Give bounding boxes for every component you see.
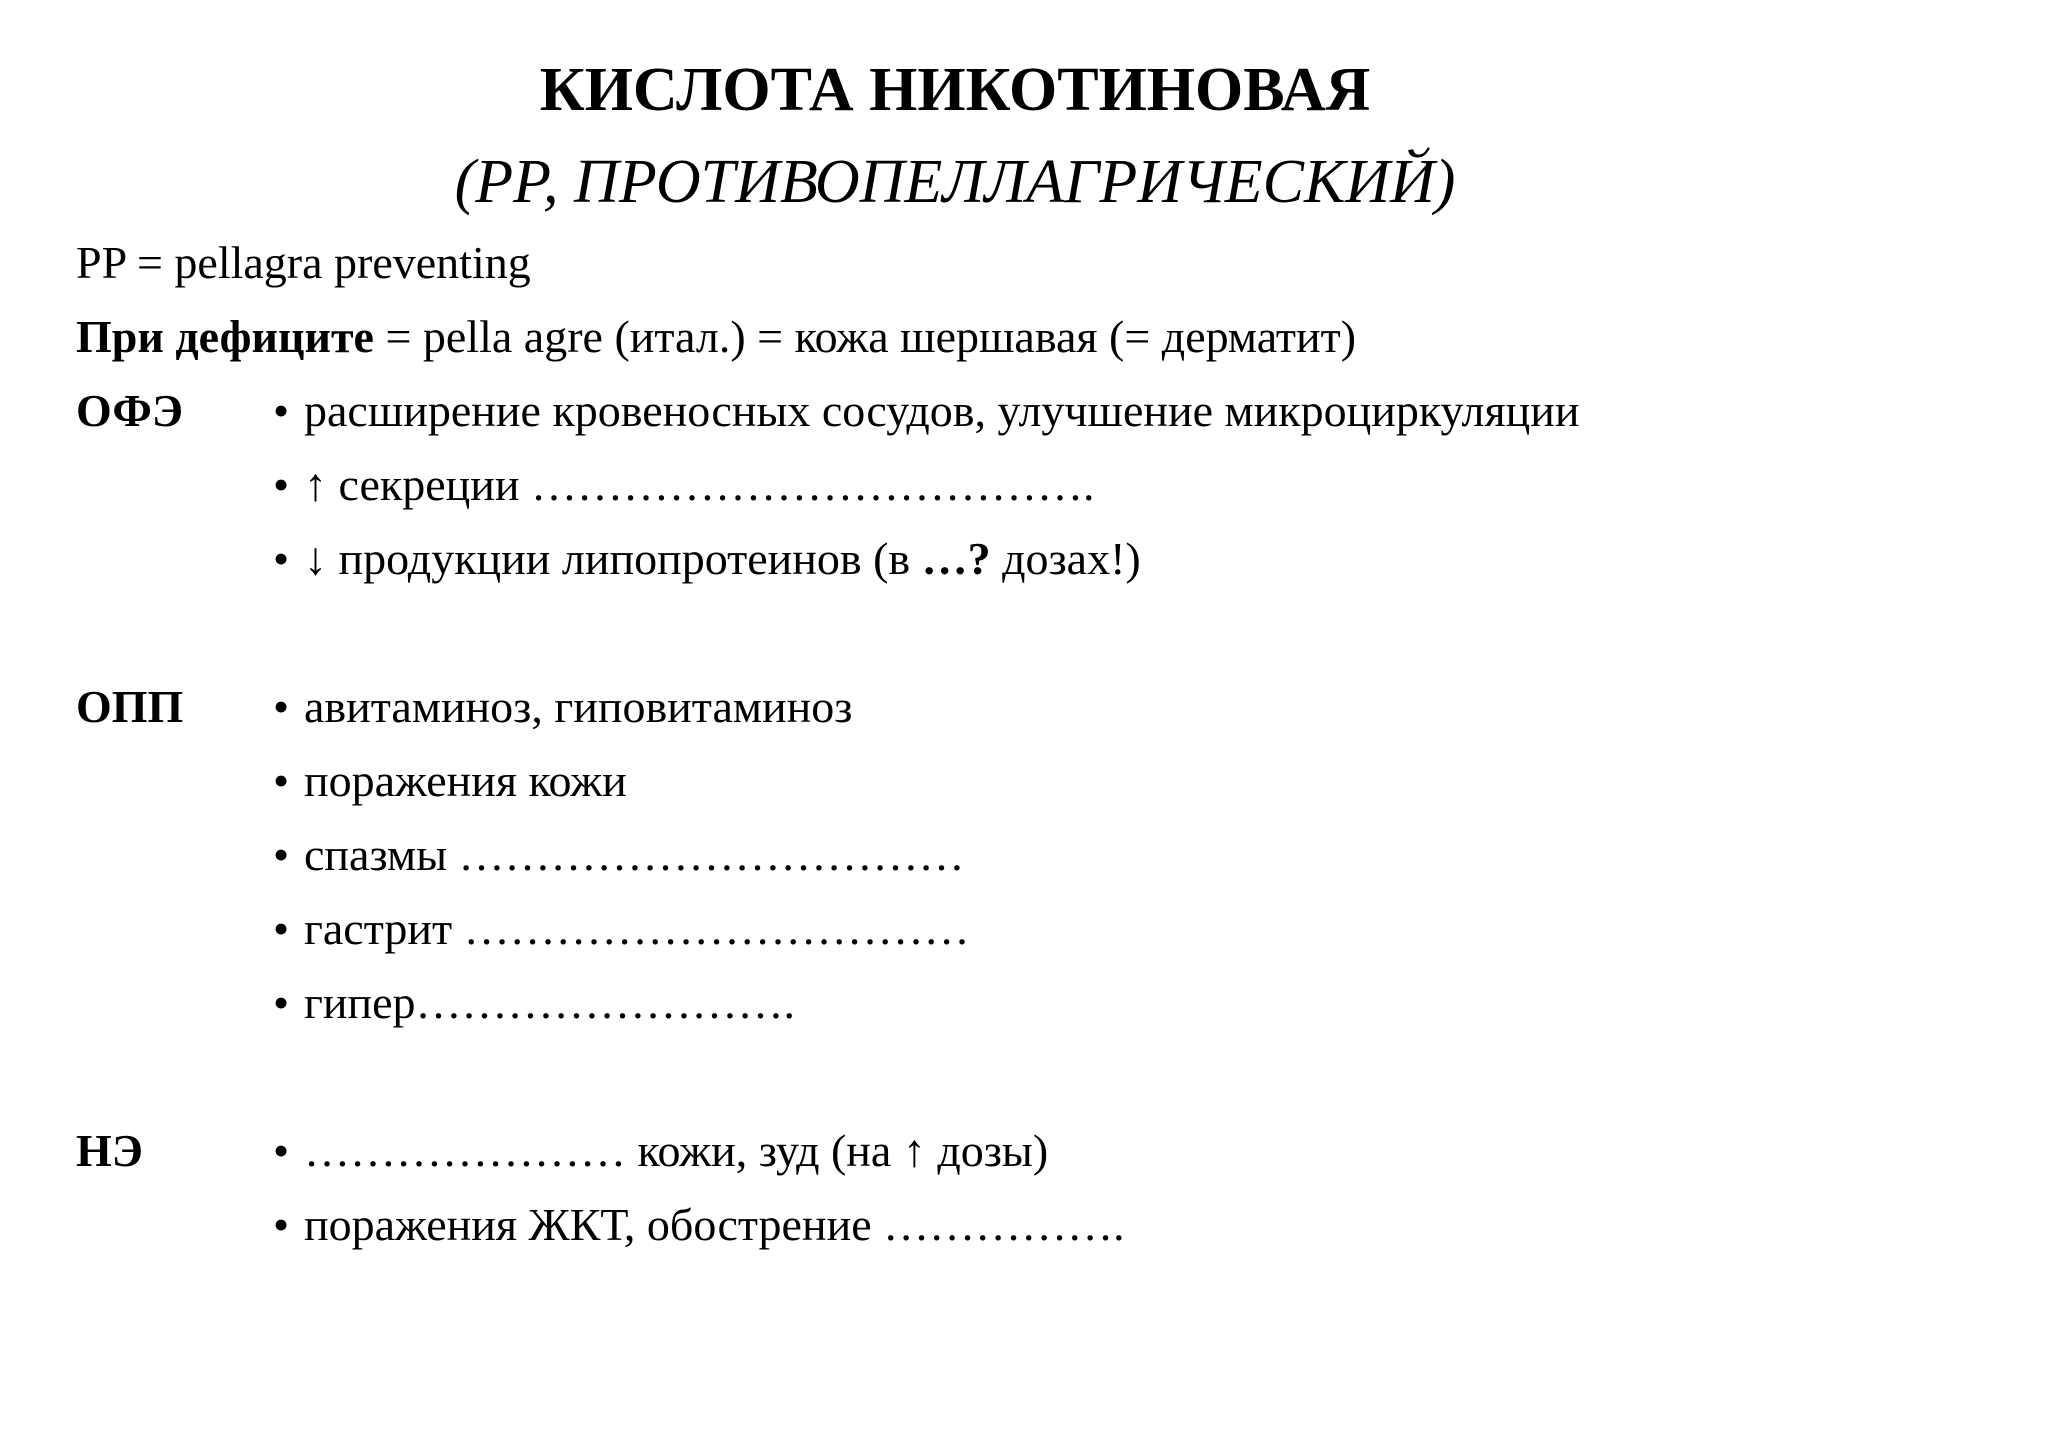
list-item: [273, 1195, 1125, 1255]
bullet-icon: •: [273, 459, 290, 510]
bullet-icon: •: [273, 977, 290, 1028]
bullet-icon: •: [273, 755, 290, 806]
pp-definition: PP = pellagra preventing: [76, 237, 531, 288]
page-title: КИСЛОТА НИКОТИНОВАЯ: [539, 56, 1371, 124]
list-item-text: поражения кожи: [304, 755, 627, 806]
list-item-text: гастрит ……………………………: [304, 903, 970, 954]
list-item-text: ↑ секреции ……………………………….: [304, 459, 1095, 510]
list-item: [273, 825, 965, 885]
list-item-text: ………………… кожи, зуд (на ↑ дозы): [304, 1125, 1049, 1176]
deficit-text: = pella agre (итал.) = кожа шершавая (= дерматит): [373, 311, 1357, 362]
list-item: [273, 381, 1579, 441]
list-item-text: гипер…………………….: [304, 977, 796, 1028]
bullet-icon: •: [273, 1199, 290, 1250]
section-label-ne: НЭ: [76, 1125, 143, 1176]
list-item: [273, 529, 1141, 589]
section-label-ofe: ОФЭ: [76, 385, 184, 436]
list-item-text: авитаминоз, гиповитаминоз: [304, 681, 853, 732]
page-subtitle: (PP, ПРОТИВОПЕЛЛАГРИЧЕСКИЙ): [454, 148, 1456, 216]
list-item: [273, 899, 970, 959]
bullet-icon: •: [273, 829, 290, 880]
bullet-icon: •: [273, 903, 290, 954]
list-item-text: поражения ЖКТ, обострение …………….: [304, 1199, 1125, 1250]
deficit-label: При дефиците: [76, 311, 374, 362]
bullet-icon: •: [273, 385, 290, 436]
bullet-icon: •: [273, 533, 290, 584]
list-item-text: дозах!): [990, 533, 1141, 584]
deficit-line: [76, 307, 1356, 367]
list-item: [273, 1121, 1048, 1181]
list-item: [273, 677, 852, 737]
bullet-icon: •: [273, 1125, 290, 1176]
list-item-text: расширение кровеносных сосудов, улучшение микроциркуляции: [304, 385, 1580, 436]
list-item-text: спазмы ……………………………: [304, 829, 965, 880]
list-item: [273, 973, 795, 1033]
list-item-emphasis: …?: [921, 533, 991, 584]
section-label-opp: ОПП: [76, 681, 184, 732]
list-item-text: ↓ продукции липопротеинов (в: [304, 533, 922, 584]
list-item: [273, 751, 627, 811]
bullet-icon: •: [273, 681, 290, 732]
list-item: [273, 455, 1095, 515]
